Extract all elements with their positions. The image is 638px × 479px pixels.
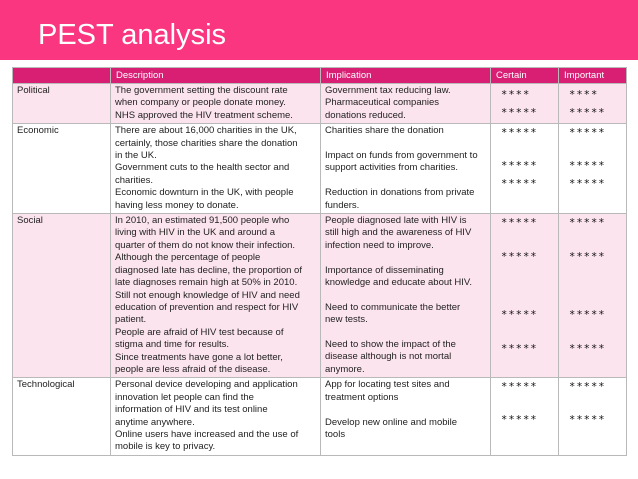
implication-cell [321, 378, 491, 455]
description-line: People are afraid of HIV test because of [115, 326, 284, 338]
implication-line: still high and the awareness of HIV [325, 227, 472, 239]
implication-line: anymore. [325, 363, 365, 375]
description-line: anytime anywhere. [115, 416, 195, 428]
important-rating: ***** [569, 381, 606, 394]
description-line: innovation let people can find the [115, 391, 254, 403]
implication-line: Importance of disseminating [325, 264, 444, 276]
certain-rating: ***** [501, 308, 538, 321]
description-line: quarter of them do not know their infection. [115, 239, 296, 251]
table-row-technological [13, 378, 627, 455]
description-line: diagnosed late has decline, the proportion of [115, 264, 302, 276]
description-line: patient. [115, 314, 147, 326]
certain-rating: ***** [501, 159, 538, 172]
certain-rating: ***** [501, 381, 538, 394]
certain-cell [491, 84, 559, 124]
certain-rating: ***** [501, 251, 538, 264]
category-cell: Social [13, 214, 111, 378]
implication-spacer [325, 138, 486, 150]
header-implication: Implication [321, 68, 491, 84]
certain-rating: ***** [501, 178, 538, 191]
implication-line: Need to show the impact of the [325, 339, 456, 351]
description-line: late diagnoses remain high at 50% in 2010. [115, 277, 298, 289]
important-rating: ***** [569, 413, 606, 426]
description-cell [111, 214, 321, 378]
description-line: Personal device developing and application [115, 379, 298, 391]
implication-line: knowledge and educate about HIV. [325, 277, 473, 289]
page-title: PEST analysis [38, 19, 227, 51]
description-cell [111, 378, 321, 455]
implication-line: funders. [325, 199, 360, 211]
category-cell: Technological [13, 378, 111, 455]
important-rating: ***** [569, 217, 606, 230]
certain-rating: ***** [501, 217, 538, 230]
description-line: information of HIV and its test online [115, 404, 268, 416]
table-header-row [13, 68, 627, 84]
certain-cell [491, 378, 559, 455]
implication-line: Government tax reducing law. [325, 85, 451, 96]
description-line: people are less afraid of the disease. [115, 363, 271, 375]
implication-line: Charities share the donation [325, 125, 444, 137]
important-rating: ***** [569, 343, 606, 356]
important-rating: ***** [569, 178, 606, 191]
implication-line: disease although is not mortal [325, 351, 452, 363]
important-cell [559, 214, 627, 378]
important-rating: ***** [569, 127, 606, 140]
important-rating: ***** [569, 308, 606, 321]
implication-line: App for locating test sites and [325, 379, 450, 391]
important-rating: **** [569, 89, 599, 101]
category-cell: Economic [13, 124, 111, 214]
description-cell [111, 124, 321, 214]
description-line: when company or people donate money. [115, 97, 286, 109]
header-description: Description [111, 68, 321, 84]
certain-rating: ***** [501, 343, 538, 356]
certain-cell [491, 124, 559, 214]
description-line: In 2010, an estimated 91,500 people who [115, 215, 290, 227]
implication-line: donations reduced. [325, 109, 406, 121]
certain-rating: ***** [501, 413, 538, 426]
header-certain: Certain [491, 68, 559, 84]
important-cell [559, 378, 627, 455]
implication-spacer [325, 175, 486, 187]
certain-rating: ***** [501, 127, 538, 140]
implication-spacer [325, 252, 486, 264]
implication-spacer [325, 327, 486, 339]
description-line: charities. [115, 174, 154, 186]
description-line: There are about 16,000 charities in the UK, [115, 125, 297, 137]
description-line: NHS approved the HIV treatment scheme. [115, 109, 293, 121]
description-line: Government cuts to the health sector and [115, 162, 290, 174]
implication-line: People diagnosed late with HIV is [325, 215, 467, 227]
implication-cell [321, 84, 491, 124]
description-line: having less money to donate. [115, 199, 239, 211]
description-line: in the UK. [115, 150, 157, 162]
implication-line: support activities from charities. [325, 162, 459, 174]
important-rating: ***** [569, 159, 606, 172]
implication-line: Need to communicate the better [325, 301, 461, 313]
description-line: Economic downturn in the UK, with people [115, 187, 294, 199]
category-cell: Political [13, 84, 111, 124]
pest-table [12, 67, 627, 456]
description-cell [111, 84, 321, 124]
description-line: living with HIV in the UK and around a [115, 227, 276, 239]
important-cell [559, 84, 627, 124]
table-row-economic [13, 124, 627, 214]
implication-spacer [325, 289, 486, 301]
implication-line: infection need to improve. [325, 239, 434, 251]
description-line: Although the percentage of people [115, 252, 261, 264]
description-line: certainly, those charities share the donation [115, 137, 298, 149]
description-line: Online users have increased and the use of [115, 428, 299, 440]
description-line: stigma and time for results. [115, 339, 230, 351]
implication-cell [321, 124, 491, 214]
description-line: Still not enough knowledge of HIV and need [115, 289, 300, 301]
implication-line: Develop new online and mobile [325, 416, 458, 428]
certain-rating: ***** [501, 107, 538, 120]
header-category [13, 68, 111, 84]
description-line: education of prevention and respect for HIV [115, 301, 299, 313]
implication-cell [321, 214, 491, 378]
implication-line: Reduction in donations from private [325, 187, 475, 199]
header-important: Important [559, 68, 627, 84]
important-rating: ***** [569, 107, 606, 120]
implication-line: Impact on funds from government to [325, 150, 478, 162]
title-banner [0, 0, 638, 60]
implication-line: treatment options [325, 391, 399, 403]
table-row-political [13, 84, 627, 124]
certain-rating: **** [501, 89, 531, 101]
description-line: Since treatments have gone a lot better, [115, 351, 283, 363]
description-line: mobile is key to privacy. [115, 441, 216, 453]
implication-line: new tests. [325, 314, 368, 326]
certain-cell [491, 214, 559, 378]
table-row-social [13, 214, 627, 378]
important-cell [559, 124, 627, 214]
description-line: The government setting the discount rate [115, 85, 288, 96]
important-rating: ***** [569, 251, 606, 264]
implication-line: tools [325, 428, 346, 440]
implication-spacer [325, 404, 486, 416]
implication-line: Pharmaceutical companies [325, 97, 440, 109]
